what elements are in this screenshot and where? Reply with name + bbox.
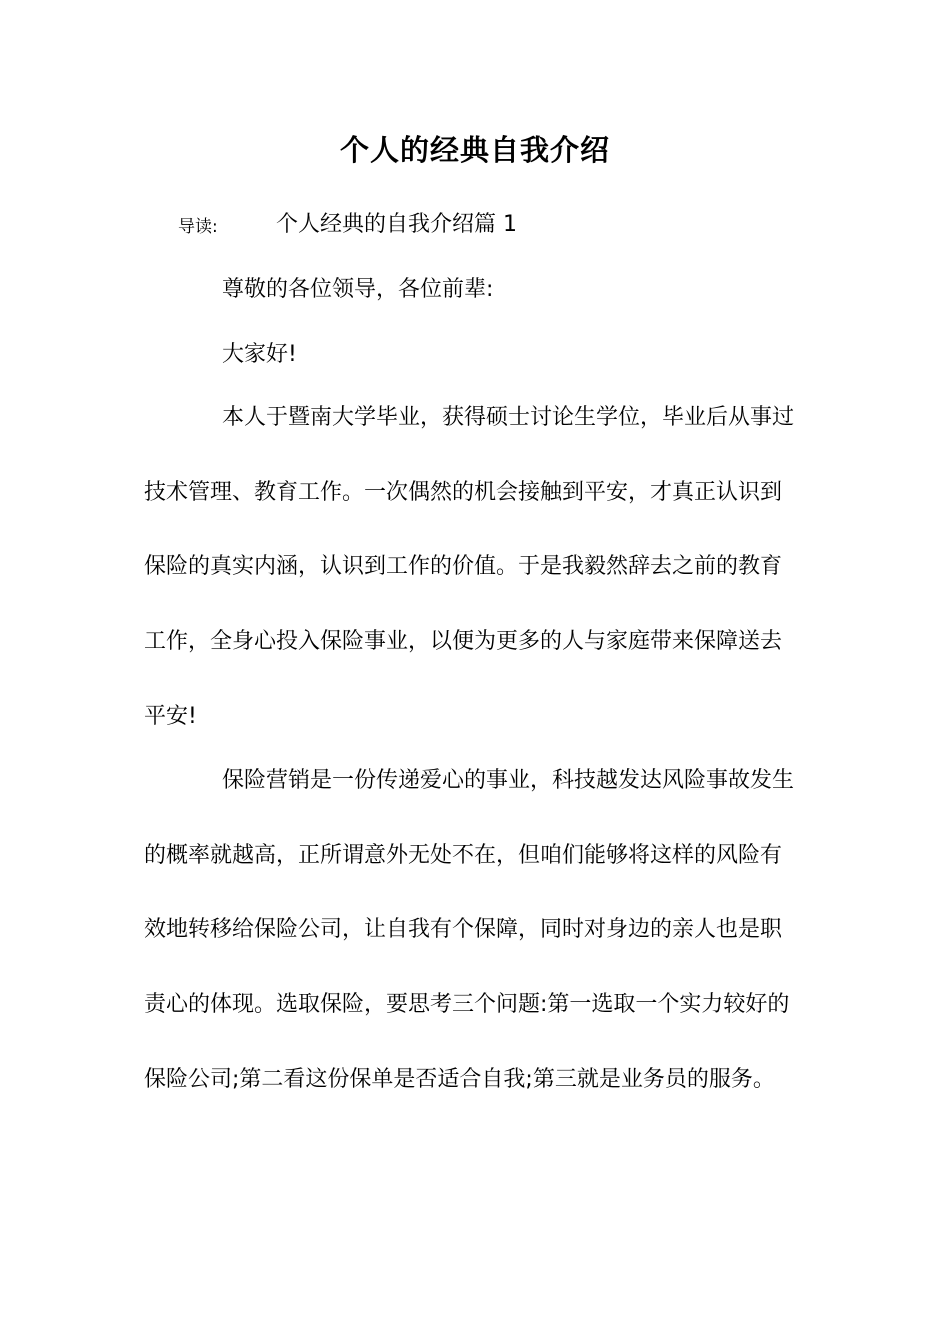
- document-title: 个人的经典自我介绍: [339, 133, 610, 167]
- paragraph-line: 工作，全身心投入保险事业，以便为更多的人与家庭带来保障送去: [144, 629, 783, 654]
- paragraph-line: 本人于暨南大学毕业，获得硕士讨论生学位，毕业后从事过: [222, 405, 795, 430]
- hello-line: 大家好!: [222, 342, 297, 367]
- paragraph-line: 效地转移给保险公司，让自我有个保障，同时对身边的亲人也是职: [144, 917, 783, 942]
- paragraph-line: 责心的体现。选取保险，要思考三个问题:第一选取一个实力较好的: [144, 992, 790, 1017]
- paragraph-line: 保险的真实内涵，认识到工作的价值。于是我毅然辞去之前的教育: [144, 554, 783, 579]
- paragraph-line: 保险营销是一份传递爱心的事业，科技越发达风险事故发生: [222, 768, 795, 793]
- paragraph-line: 的概率就越高，正所谓意外无处不在，但咱们能够将这样的风险有: [144, 843, 783, 868]
- intro-heading: 个人经典的自我介绍篇 1: [276, 212, 517, 237]
- greeting-line: 尊敬的各位领导，各位前辈:: [222, 277, 494, 302]
- paragraph-line: 技术管理、教育工作。一次偶然的机会接触到平安，才真正认识到: [144, 480, 783, 505]
- paragraph-line: 平安!: [144, 704, 197, 729]
- paragraph-line: 保险公司;第二看这份保单是否适合自我;第三就是业务员的服务。: [144, 1067, 775, 1092]
- intro-label: 导读:: [178, 217, 218, 237]
